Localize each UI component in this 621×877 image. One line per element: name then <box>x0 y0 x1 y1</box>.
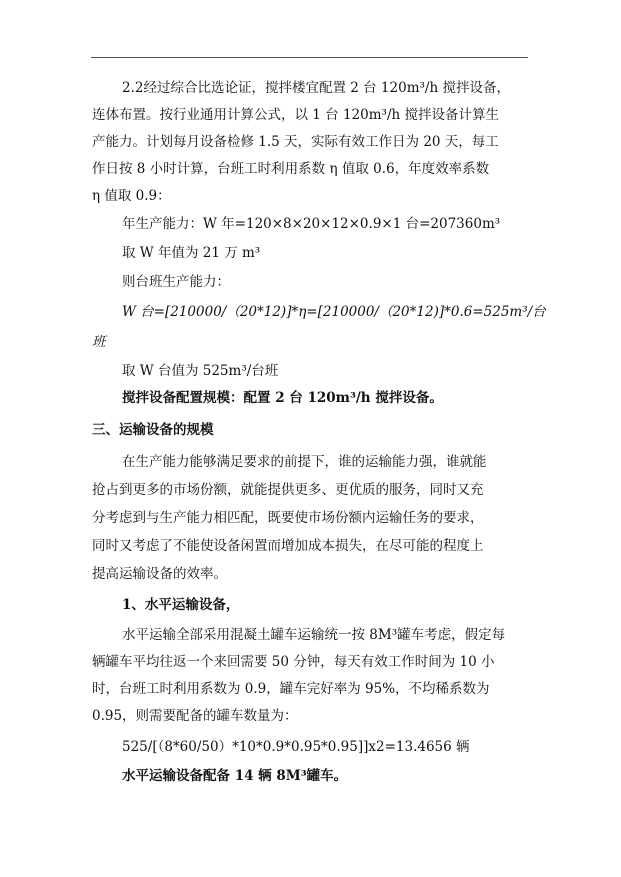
para-line-2: 连体布置。按行业通用计算公式，以 1 台 120m³/h 搅拌设备计算生 <box>92 107 499 123</box>
para-line: 抢占到更多的市场份额，就能提供更多、更优质的服务，同时又充 <box>92 482 484 498</box>
annual-value-note: 取 W 年值为 21 万 m³ <box>122 245 261 261</box>
transport-line: 时，台班工时利用系数为 0.9，罐车完好率为 95%，不均稀系数为 <box>92 681 490 697</box>
subheading: 1、水平运输设备， <box>122 597 240 613</box>
shift-capacity-formula-cont: 班 <box>92 334 106 350</box>
transport-line: 辆罐车平均往返一个来回需要 50 分钟，每天有效工作时间为 10 小 <box>92 654 495 670</box>
transport-line: 0.95，则需要配备的罐车数量为： <box>92 708 298 724</box>
section-heading: 三、运输设备的规模 <box>92 422 214 438</box>
truck-calculation: 525/[（8*60/50）*10*0.9*0.95*0.95]]x2=13.4656 辆 <box>122 739 470 755</box>
header-rule <box>91 57 528 58</box>
truck-conclusion: 水平运输设备配备 14 辆 8M³罐车。 <box>122 768 348 784</box>
para-line: 在生产能力能够满足要求的前提下，谁的运输能力强，谁就能 <box>122 454 487 470</box>
para-line-4: 作日按 8 小时计算，台班工时利用系数 η 值取 0.6，年度效率系数 <box>92 161 490 177</box>
shift-capacity-intro: 则台班生产能力： <box>122 274 230 290</box>
shift-capacity-formula: W 台=[210000/（20*12)]*η=[210000/（20*12)]*0.6=525m³/台 <box>122 304 546 320</box>
para-line-1: 2.2经过综合比选论证，搅拌楼宜配置 2 台 120m³/h 搅拌设备， <box>122 80 510 96</box>
annual-capacity-formula: 年生产能力：W 年=120×8×20×12×0.9×1 台=207360m³ <box>122 216 501 232</box>
shift-value-note: 取 W 台值为 525m³/台班 <box>122 363 279 379</box>
para-line: 提高运输设备的效率。 <box>92 566 227 582</box>
mixer-config-conclusion: 搅拌设备配置规模：配置 2 台 120m³/h 搅拌设备。 <box>122 390 443 406</box>
transport-line: 水平运输全部采用混凝土罐车运输统一按 8M³罐车考虑，假定每 <box>122 627 506 643</box>
para-line-3: 产能力。计划每月设备检修 1.5 天，实际有效工作日为 20 天，每工 <box>92 134 499 150</box>
para-line: 分考虑到与生产能力相匹配，既要使市场份额内运输任务的要求， <box>92 510 484 526</box>
para-line-5: η 值取 0.9： <box>92 188 171 204</box>
para-line: 同时又考虑了不能使设备闲置而增加成本损失，在尽可能的程度上 <box>92 538 484 554</box>
